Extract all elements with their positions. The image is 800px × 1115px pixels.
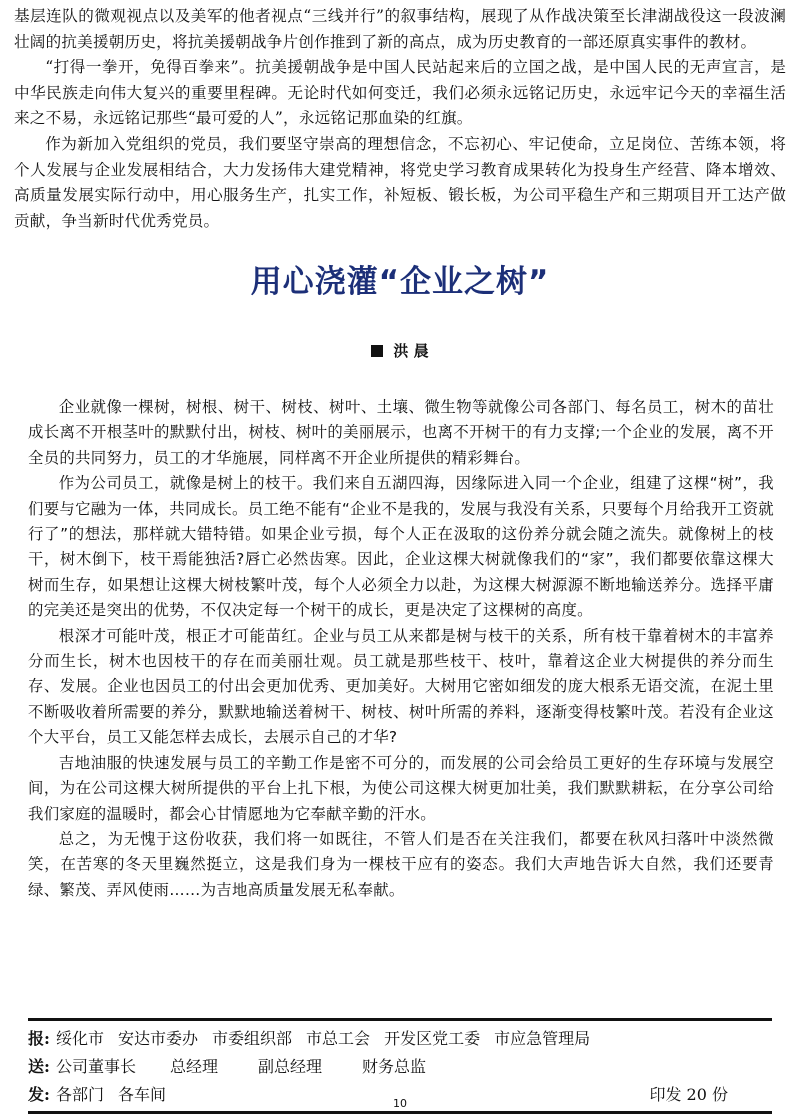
article-title: 用心浇灌“企业之树”	[250, 264, 550, 300]
square-bullet-icon	[371, 345, 383, 357]
recipient: 安达市委办	[118, 1029, 199, 1048]
distribution-send-row	[28, 1053, 772, 1081]
article-paragraph: 企业就像一棵树，树根、树干、树枝、树叶、土壤、微生物等就像公司各部门、每名员工，树木的苗壮成长离不开根茎叶的默默付出，树枝、树叶的美丽展示，也离不开树干的有力支撑;一个企业的发展，离不开全员的共同努力，员工的才华施展，同样离不开企业所提供的精彩舞台。	[28, 398, 774, 467]
recipient: 各部门	[56, 1085, 105, 1104]
article-body	[28, 395, 774, 903]
continuation-paragraph: 作为新加入党组织的党员，我们要坚守崇高的理想信念，不忘初心、牢记使命，立足岗位、苦练本领，将个人发展与企业发展相结合，大力发扬伟大建党精神，将党史学习教育成果转化为投身生产经营、降本增效、高质量发展实际行动中，用心服务生产，扎实工作，补短板、锻长板，为公司平稳生产和三期项目开工达产做贡献，争当新时代优秀党员。	[14, 134, 786, 230]
recipient: 市委组织部	[212, 1029, 293, 1048]
send-label: 送:	[28, 1057, 50, 1076]
author-name: 洪 晨	[393, 342, 429, 360]
article-paragraph: 根深才可能叶茂，根正才可能苗红。企业与员工从来都是树与枝干的关系，所有枝干靠着树木的丰富养分而生长，树木也因枝干的存在而美丽壮观。员工就是那些枝干、枝叶，靠着这企业大树提供的养分而生存、发展。企业也因员工的付出会更加优秀、更加美好。大树用它密如细发的庞大根系无语交流，在泥土里不断吸收着所需要的养分，默默地输送着树干、树枝、树叶所需的养料，逐渐变得枝繁叶茂。若没有企业这个大平台，员工又能怎样去成长，去展示自己的才华?	[28, 626, 774, 747]
issue-label: 发:	[28, 1085, 50, 1104]
recipient: 副总经理	[258, 1057, 323, 1076]
page-number: 10	[393, 1097, 407, 1110]
print-count: 印发 20 份	[649, 1085, 728, 1104]
article-paragraph: 总之，为无愧于这份收获，我们将一如既往，不管人们是否在关注我们，都要在秋风扫落叶中淡然微笑，在苦寒的冬天里巍然挺立，这是我们身为一棵枝干应有的姿态。我们大声地告诉大自然，我们还要青绿、繁茂、弄风使雨……为吉地高质量发展无私奉献。	[28, 829, 774, 899]
article-paragraph: 作为公司员工，就像是树上的枝干。我们来自五湖四海，因缘际进入同一个企业，组建了这棵“树”，我们要与它融为一体，共同成长。员工绝不能有“企业不是我的，发展与我没有关系，只要每个月给我开工资就行了”的想法，那样就大错特错。如果企业亏损，每个人正在汲取的这份养分就会随之流失。就像树上的枝干，树木倒下，枝干焉能独活?唇亡必然齿寒。因此，企业这棵大树就像我们的“家”，我们都要依靠这棵大树而生存，如果想让这棵大树枝繁叶茂，每个人必须全力以赴，为这棵大树源源不断地输送养分。选择平庸的完美还是突出的优势，不仅决定每一个树干的成长，更是决定了这棵树的高度。	[28, 474, 775, 620]
article-byline	[0, 340, 800, 361]
send-recipients	[56, 1053, 466, 1081]
previous-article-continuation	[14, 4, 786, 234]
report-recipients	[56, 1025, 604, 1053]
recipient: 绥化市	[56, 1029, 105, 1048]
report-label: 报:	[28, 1029, 50, 1048]
recipient: 市应急管理局	[494, 1029, 591, 1048]
recipient: 开发区党工委	[384, 1029, 481, 1048]
recipient: 财务总监	[362, 1057, 427, 1076]
continuation-paragraph: 基层连队的微观视点以及美军的他者视点“三线并行”的叙事结构，展现了从作战决策至长津湖战役这一段波澜壮阔的抗美援朝历史，将抗美援朝战争片创作推到了新的高点，成为历史教育的一部还原真实事件的教材。	[14, 7, 786, 51]
distribution-report-row	[28, 1025, 772, 1053]
recipient: 总经理	[170, 1057, 219, 1076]
article-paragraph: 吉地油服的快速发展与员工的辛勤工作是密不可分的，而发展的公司会给员工更好的生存环境与发展空间，为在公司这棵大树所提供的平台上扎下根，为使公司这棵大树更加壮美，我们默默耕耘，在分享公司给我们家庭的温暖时，都会心甘情愿地为它奉献辛勤的汗水。	[28, 753, 774, 823]
recipient: 公司董事长	[56, 1057, 137, 1076]
recipient: 各车间	[118, 1085, 167, 1104]
recipient: 市总工会	[306, 1029, 371, 1048]
continuation-paragraph: “打得一拳开，免得百拳来”。抗美援朝战争是中国人民站起来后的立国之战，是中国人民的无声宣言，是中华民族走向伟大复兴的重要里程碑。无论时代如何变迁，我们必须永远铭记历史，永远牢记今天的幸福生活来之不易，永远铭记那些“最可爱的人”，永远铭记那血染的红旗。	[14, 58, 786, 128]
